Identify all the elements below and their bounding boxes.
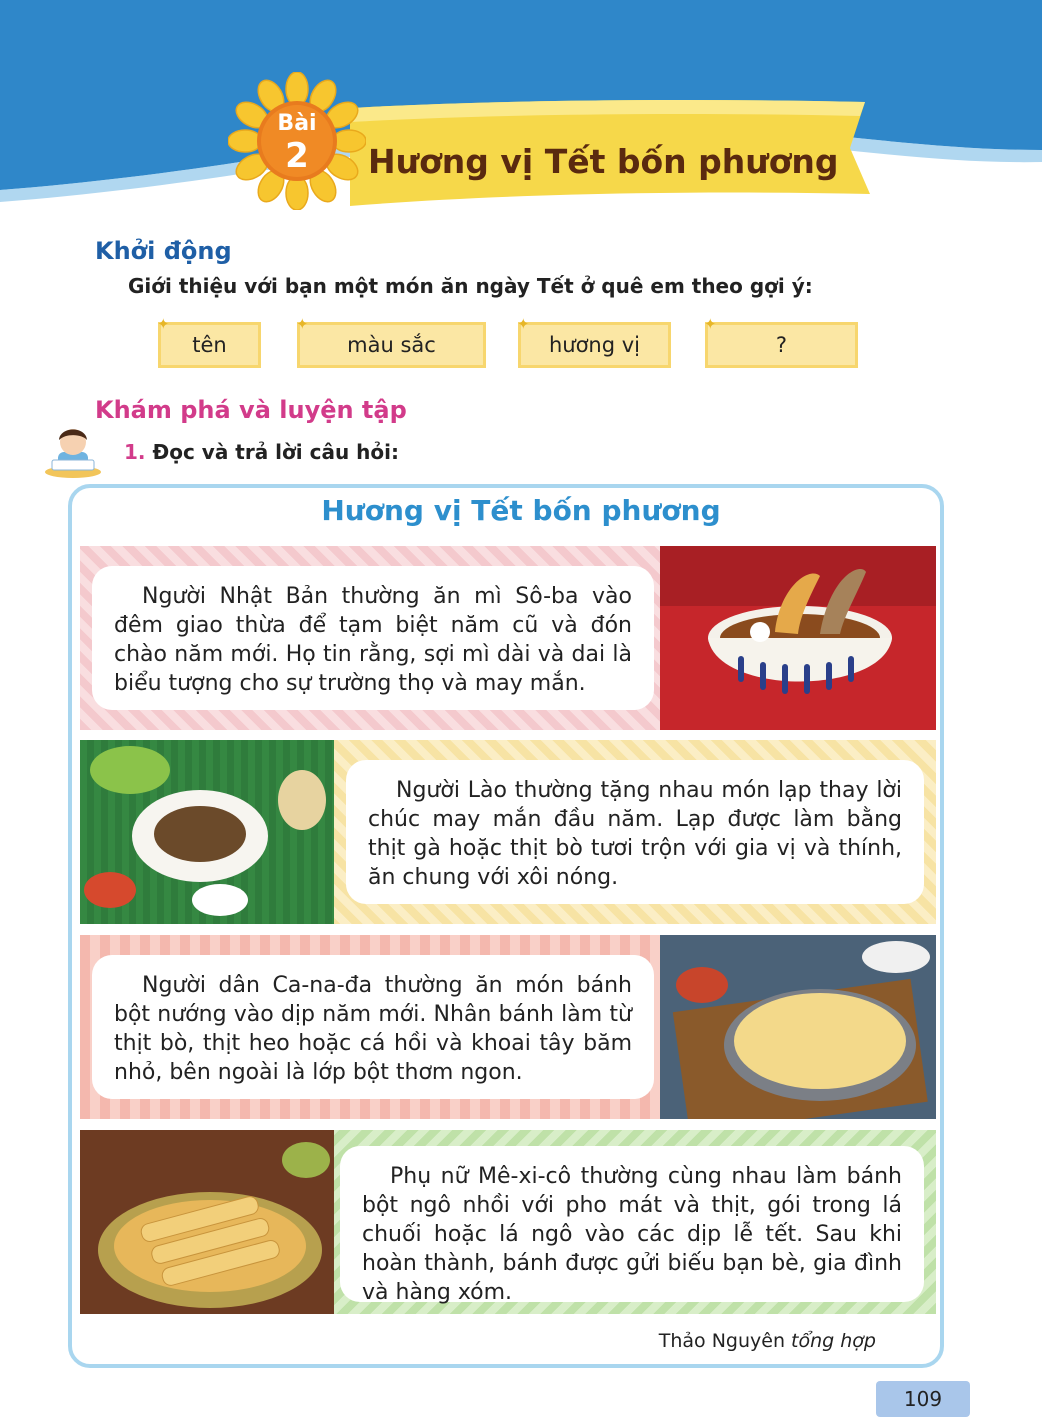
explore-heading: Khám phá và luyện tập: [95, 396, 407, 424]
paragraph-card: [340, 1146, 924, 1305]
credit-name: Thảo Nguyên: [658, 1330, 785, 1352]
hint-label: hương vị: [548, 333, 641, 357]
source-credit: [659, 1330, 876, 1352]
paragraph-text: Người Nhật Bản thường ăn mì Sô-ba vào đêm giao thừa để tạm biệt năm cũ và đón chào năm mới. Họ tin rằng, sợi mì dài và dai là biểu tượng cho sự trường thọ và may mắn.: [114, 584, 632, 696]
star-icon: ✦: [296, 315, 309, 333]
tamale-photo: [80, 1130, 334, 1314]
lesson-label: Bài: [277, 111, 317, 136]
page-number: 109: [876, 1381, 970, 1417]
warmup-prompt: Giới thiệu với bạn một món ăn ngày Tết ở quê em theo gợi ý:: [128, 274, 813, 298]
star-icon: ✦: [704, 315, 717, 333]
paragraph-card: [92, 566, 654, 710]
hint-card: [704, 315, 858, 368]
hint-label: màu sắc: [347, 333, 436, 357]
warmup-heading: Khởi động: [95, 237, 232, 265]
hint-card: [296, 315, 486, 368]
hint-label: ?: [775, 333, 788, 357]
task-number: 1.: [124, 440, 146, 464]
paragraph-text: Người dân Ca-na-đa thường ăn món bánh bột nướng vào dịp năm mới. Nhân bánh làm từ thịt bò, thịt heo hoặc cá hồi và khoai tây băm nhỏ, bên ngoài là lớp bột thơm ngon.: [114, 973, 632, 1085]
meat-pie-photo: [660, 935, 936, 1119]
lesson-title: Hương vị Tết bốn phương: [368, 142, 839, 181]
star-icon: ✦: [157, 315, 170, 333]
star-icon: ✦: [517, 315, 530, 333]
hint-card: [157, 315, 261, 368]
paragraph-text: Phụ nữ Mê-xi-cô thường cùng nhau làm bánh bột ngô nhồi với pho mát và thịt, gói trong lá chuối hoặc lá ngô vào các dịp lễ tết. Sau khi hoàn thành, bánh được gửi biếu bạn bè, gia đình và hàng xóm.: [362, 1164, 902, 1305]
lesson-number: 2: [285, 136, 309, 176]
credit-suffix: tổng hợp: [791, 1330, 876, 1352]
lap-dish-photo: [80, 740, 334, 924]
soba-noodle-photo: [660, 546, 936, 730]
paragraph-card: [92, 955, 654, 1099]
task-text: Đọc và trả lời câu hỏi:: [152, 440, 399, 464]
reading-title: Hương vị Tết bốn phương: [321, 494, 721, 527]
paragraph-card: [346, 760, 924, 904]
reading-child-icon: [44, 422, 102, 478]
task-instruction: [124, 440, 399, 464]
hint-card: [517, 315, 671, 368]
paragraph-text: Người Lào thường tặng nhau món lạp thay lời chúc may mắn đầu năm. Lạp được làm bằng thịt gà hoặc thịt bò tươi trộn với gia vị và thính, ăn chung với xôi nóng.: [368, 778, 902, 890]
hint-label: tên: [192, 333, 227, 357]
